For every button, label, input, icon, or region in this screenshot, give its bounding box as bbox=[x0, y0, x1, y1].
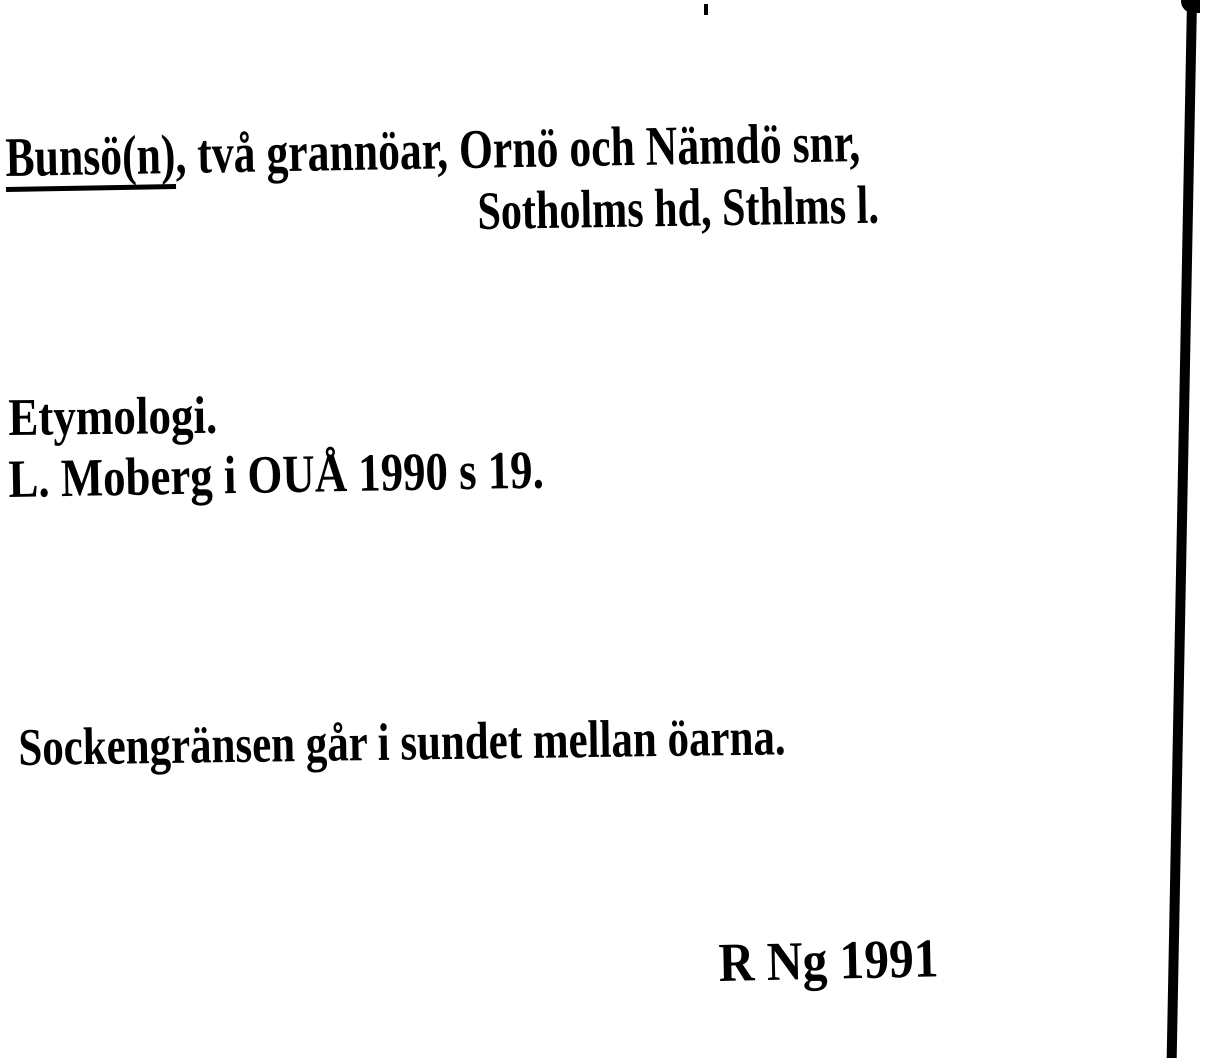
signature-line: R Ng 1991 bbox=[717, 927, 940, 993]
headword-suffix: , två grannöar, Ornö och Nämdö snr, bbox=[174, 112, 861, 187]
ink-speck bbox=[704, 4, 708, 15]
note-line: Sockengränsen går i sundet mellan öarna. bbox=[17, 708, 786, 777]
headword: Bunsö(n) bbox=[5, 127, 176, 192]
scan-edge-line bbox=[1166, 0, 1197, 1058]
etymology-heading: Etymologi. bbox=[7, 386, 218, 447]
reference-line: L. Moberg i OUÅ 1990 s 19. bbox=[7, 439, 545, 509]
district-line: Sotholms hd, Sthlms l. bbox=[476, 174, 880, 241]
